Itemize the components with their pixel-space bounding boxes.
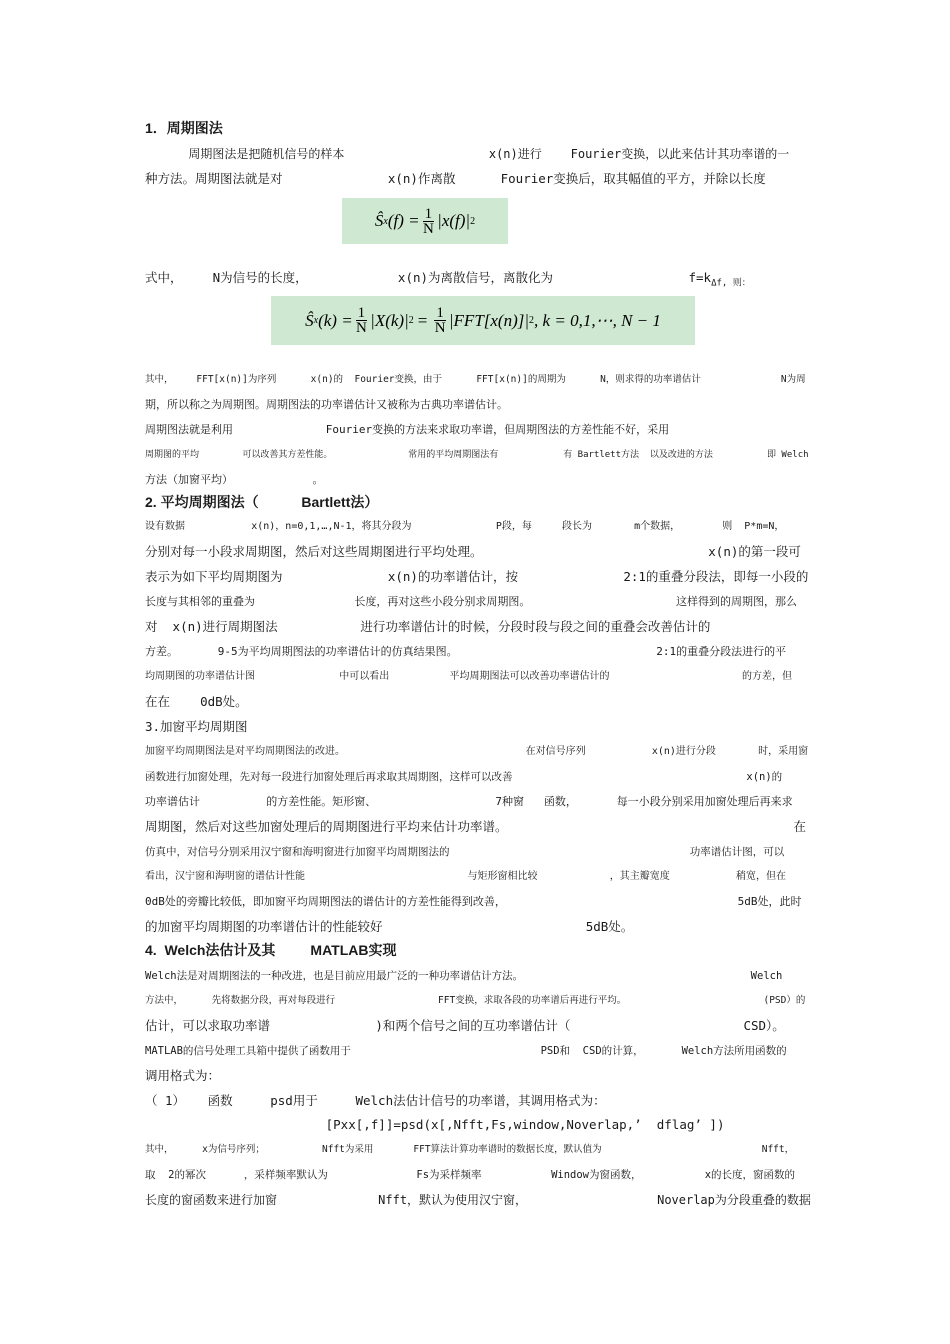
- paragraph-line: 周期图，然后对这些加窗处理后的周期图进行平均来估计功率谱。 在: [145, 819, 806, 834]
- formula-power: 2: [470, 215, 476, 227]
- paragraph-line: 加窗平均周期图法是对平均周期图法的改进。 在对信号序列 x(n)进行分段 时，采用窗: [145, 746, 809, 757]
- formula-fraction: [423, 207, 435, 236]
- paragraph-line: 周期图法就是利用 Fourier变换的方法来求取功率谱，但周期图法的方差性能不好，采用: [145, 423, 670, 436]
- paragraph-line: 分别对每一小段求周期图，然后对这些周期图进行平均处理。 x(n)的第一段可: [145, 544, 801, 559]
- section-1-heading: 1．周期图法: [145, 120, 223, 136]
- paragraph-line: 方法（加窗平均） 。: [145, 473, 324, 486]
- paragraph-line: 其中， x为信号序列； Nfft为采用 FFT算法计算功率谱时的数据长度，默认值为 Nfft，: [145, 1144, 795, 1155]
- paragraph-line: 周期图法是把随机信号的样本 x(n)进行 Fourier变换，以此来估计其功率谱的一: [145, 147, 790, 161]
- line-subscript: Δf, 则：: [711, 278, 751, 289]
- paragraph-line: 功率谱估计 的方差性能。矩形窗、 7种窗 函数， 每一小段分别采用加窗处理后再来求: [145, 795, 793, 808]
- paragraph-line: 长度的窗函数来进行加窗 Nfft，默认为使用汉宁窗， Noverlap为分段重叠的数据: [145, 1193, 811, 1207]
- formula-denominator: N: [356, 320, 367, 336]
- paragraph-line: 估计，可以求取功率谱 )和两个信号之间的互功率谱估计（ CSD）。: [145, 1018, 785, 1033]
- formula-power: 2: [408, 315, 414, 326]
- formula-denominator: N: [434, 320, 446, 336]
- paragraph-line: 看出，汉宁窗和海明窗的谱估计性能 与矩形窗相比较 ，其主瓣宽度 稍宽，但在: [145, 871, 787, 882]
- formula-range: , k = 0,1,⋯, N − 1: [534, 310, 661, 330]
- paragraph-line: MATLAB的信号处理工具箱中提供了函数用于 PSD和 CSD的计算， Welch方法所用函数的: [145, 1045, 787, 1057]
- paragraph-line: Welch法是对周期图法的一种改进，也是目前应用最广泛的一种功率谱估计方法。 Welch: [145, 970, 783, 982]
- formula-subscript: x: [313, 315, 319, 326]
- section-4-heading: 4. Welch法估计及其 MATLAB实现: [145, 942, 397, 958]
- formula-fraction: [356, 306, 368, 335]
- formula-subscript: x: [383, 215, 388, 227]
- paragraph-line: 调用格式为：: [145, 1068, 221, 1083]
- formula-symbol: Ŝ: [305, 310, 314, 330]
- section-3-heading: 3.加窗平均周期图: [145, 719, 248, 734]
- paragraph-line: 周期图的平均 可以改善其方差性能。 常用的平均周期图法有 有 Bartlett方法 以及改进的方法 即 Welch: [145, 450, 809, 460]
- paragraph-line: 对 x(n)进行周期图法 进行功率谱估计的时候，分段时段与段之间的重叠会改善估计的: [145, 619, 711, 634]
- fft-periodogram-formula: [271, 296, 695, 345]
- formula-argument: (f) =: [387, 211, 420, 230]
- paragraph-line: 函数进行加窗处理，先对每一段进行加窗处理后再求取其周期图，这样可以改善 x(n)的: [145, 771, 783, 783]
- formula-numerator: 1: [436, 305, 444, 321]
- formula-equals: =: [417, 310, 428, 330]
- paragraph-line: 取 2的幂次 ，采样频率默认为 Fs为采样频率 Window为窗函数， x的长度，窗函数的: [145, 1169, 796, 1181]
- formula-body: |x(f)|: [437, 211, 471, 230]
- paragraph-line: （ 1） 函数 psd用于 Welch法估计信号的功率谱，其调用格式为：: [145, 1093, 606, 1108]
- paragraph-line: 期，所以称之为周期图。周期图法的功率谱估计又被称为古典功率谱估计。: [145, 398, 508, 411]
- formula-argument: (k) =: [318, 310, 353, 330]
- paragraph-line: [145, 270, 751, 292]
- paragraph-line: 设有数据 x(n)，n=0,1,…,N-1，将其分段为 P段，每 段长为 m个数据， 则 P*m=N，: [145, 521, 785, 532]
- paragraph-line: 方法中， 先将数据分段，再对每段进行 FFT变换，求取各段的功率谱后再进行平均。 (PSD）的: [145, 995, 806, 1006]
- formula-symbol: Ŝ: [374, 211, 384, 230]
- paragraph-line: 种方法。周期图法就是对 x(n)作离散 Fourier变换后，取其幅值的平方，并除以长度: [145, 171, 766, 186]
- paragraph-line: 其中， FFT[x(n)]为序列 x(n)的 Fourier变换，由于 FFT[x(n)]的周期为 N，则求得的功率谱估计 N为周: [145, 374, 806, 385]
- formula-body: |X(k)|: [370, 310, 409, 330]
- formula-fraction-2: [434, 306, 446, 335]
- paragraph-line: 的加窗平均周期图的功率谱估计的性能较好 5dB处。: [145, 919, 634, 934]
- formula-numerator: 1: [424, 205, 433, 222]
- paragraph-line: 均周期图的功率谱估计图 中可以看出 平均周期图法可以改善功率谱估计的 的方差，但: [145, 671, 792, 682]
- paragraph-line: 仿真中，对信号分别采用汉宁窗和海明窗进行加窗平均周期图法的 功率谱估计图，可以: [145, 846, 785, 858]
- paragraph-line: 方差。 9-5为平均周期图法的功率谱估计的仿真结果图。 2:1的重叠分段法进行的平: [145, 645, 787, 658]
- paragraph-line: 0dB处的旁瓣比较低，即加窗平均周期图法的谱估计的方差性能得到改善， 5dB处，此时: [145, 895, 802, 908]
- paragraph-line: 表示为如下平均周期图为 x(n)的功率谱估计，按 2:1的重叠分段法，即每一小段的: [145, 569, 809, 584]
- code-line: [Pxx[,f]]=psd(x[,Nfft,Fs,window,Noverlap,’ dflag’ ]): [145, 1117, 725, 1132]
- paragraph-line: 在在 0dB处。: [145, 694, 248, 709]
- formula-numerator: 1: [357, 305, 366, 321]
- formula-power: 2: [529, 315, 535, 326]
- paragraph-line: 长度与其相邻的重叠为 长度，再对这些小段分别求周期图。 这样得到的周期图，那么: [145, 595, 798, 608]
- formula-denominator: N: [422, 220, 434, 237]
- formula-body-fft: |FFT[x(n)]|: [448, 310, 530, 330]
- section-2-heading: 2. 平均周期图法（ Bartlett法）: [145, 494, 379, 510]
- periodogram-formula: [342, 198, 508, 244]
- line-text: 式中， N为信号的长度， x(n)为离散信号，离散化为 f=k: [145, 270, 712, 285]
